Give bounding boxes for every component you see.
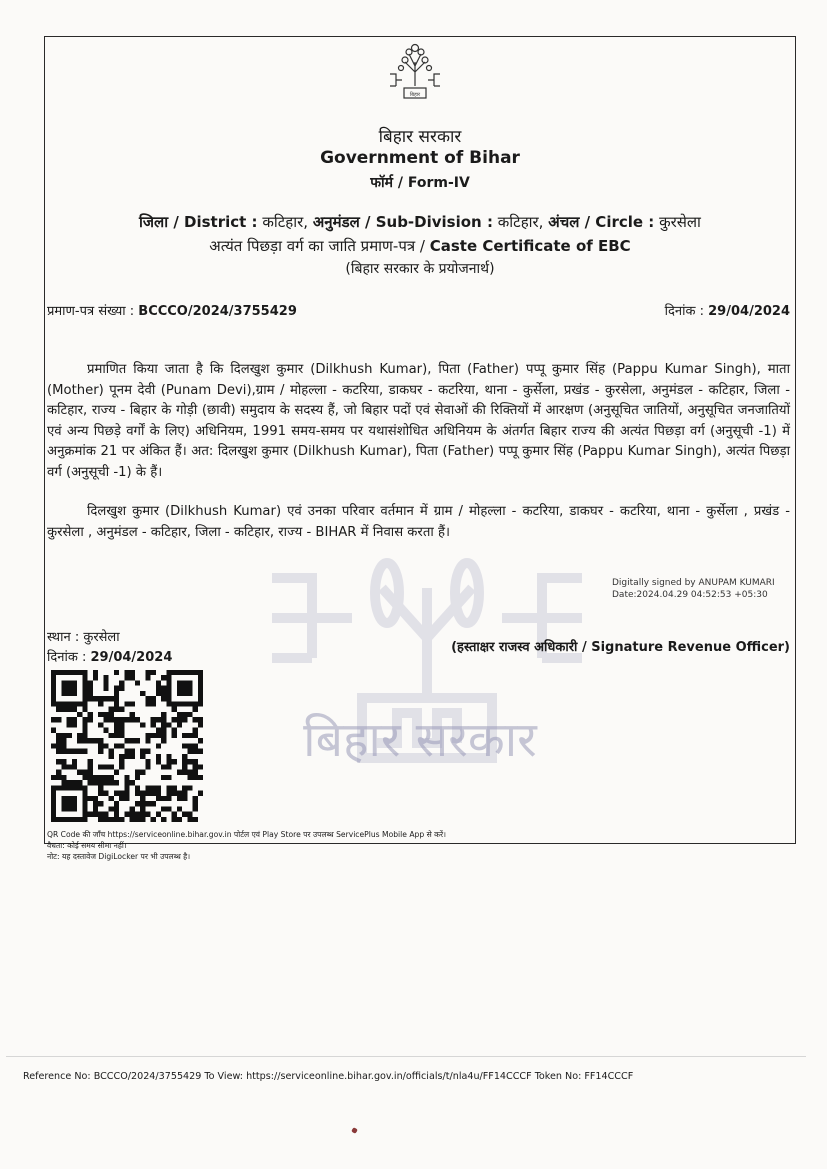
district-label: जिला / District : [139, 213, 258, 231]
note-validity: वैधता: कोई समय सीमा नहीं। [47, 841, 127, 850]
signature-label: (हस्ताक्षर राजस्व अधिकारी / Signature Revenue Officer) [451, 640, 790, 655]
certificate-date-value: 29/04/2024 [708, 304, 790, 319]
svg-text:बिहार: बिहार [409, 92, 421, 98]
certificate-subtitle: (बिहार सरकार के प्रयोजनार्थ) [345, 261, 495, 277]
place-value: कुरसेला [83, 630, 120, 645]
certificate-title [44, 236, 796, 256]
footer-date-value: 29/04/2024 [90, 650, 173, 665]
notes [47, 829, 446, 862]
footer-date [47, 647, 172, 665]
note-qr-verify: QR Code की जाँच https://serviceonline.bihar.gov.in पोर्टल एवं Play Store पर उपलब्ध ServicePlus Mobile App से करें। [47, 830, 446, 839]
certificate-number [47, 301, 297, 319]
footer-divider [6, 1056, 806, 1057]
digital-signature-signer: Digitally signed by ANUPAM KUMARI [612, 578, 775, 588]
paper-speck [351, 1127, 358, 1134]
form-number: फॉर्म / Form-IV [370, 175, 470, 191]
circle-label: अंचल / Circle : [548, 213, 655, 231]
bihar-emblem-icon [387, 40, 443, 102]
subdivision-value: कटिहार, [497, 213, 544, 231]
certificate-number-label: प्रमाण-पत्र संख्या : [47, 304, 135, 319]
govt-title-english: Government of Bihar [320, 148, 520, 168]
district-value: कटिहार, [262, 213, 309, 231]
location-line [44, 212, 796, 232]
circle-value: कुरसेला [659, 213, 701, 231]
govt-title-hindi: बिहार सरकार [378, 127, 462, 147]
certificate-date-label: दिनांक : [664, 304, 704, 319]
digital-signature [612, 577, 775, 601]
digital-signature-date: Date:2024.04.29 04:52:53 +05:30 [612, 590, 768, 600]
reference-line: Reference No: BCCCO/2024/3755429 To View: https://serviceonline.bihar.gov.in/officials/t/nla4u/FF14CCCF Token No: FF14CCCF [23, 1071, 634, 1082]
watermark-text: बिहार सरकार [303, 712, 537, 768]
footer-date-label: दिनांक : [47, 650, 87, 665]
place-label: स्थान : [47, 630, 80, 645]
certificate-title-english: Caste Certificate of EBC [429, 237, 631, 255]
note-digilocker: नोट: यह दस्तावेज DigiLocker पर भी उपलब्ध है। [47, 852, 191, 861]
residence-paragraph: दिलखुश कुमार (Dilkhush Kumar) एवं उनका परिवार वर्तमान में ग्राम / मोहल्ला - कटरिया, डाकघर - कटरिया, थाना - कुर्सेला , प्रखंड - कुरसेला , अनुमंडल - कटिहार, जिला - कटिहार, राज्य - BIHAR में निवास करता हैं। [47, 504, 790, 540]
certificate-date [665, 301, 790, 319]
certificate-title-hindi: अत्यंत पिछड़ा वर्ग का जाति प्रमाण-पत्र / [209, 237, 425, 255]
subdivision-label: अनुमंडल / Sub-Division : [312, 213, 493, 231]
certificate-number-value: BCCCO/2024/3755429 [138, 304, 297, 319]
qr-code-icon[interactable] [51, 670, 203, 822]
place [47, 627, 120, 645]
certification-paragraph: प्रमाणित किया जाता है कि दिलखुश कुमार (Dilkhush Kumar), पिता (Father) पप्पू कुमार सिंह (Pappu Kumar Singh), माता (Mother) पूनम देवी (Punam Devi),ग्राम / मोहल्ला - कटरिया, डाकघर - कटरिया, थाना - कुर्सेला, प्रखंड - कुरसेला, अनुमंडल - कटिहार, जिला - कटिहार, राज्य - बिहार के गोड़ी (छावी) समुदाय के सदस्य हैं, जो बिहार पदों एवं सेवाओं की रिक्तियों में आरक्षण (अनुसूचित जातियों, अनुसूचित जनजातियों एवं अन्य पिछड़े वर्गों के लिए) अधिनियम, 1991 समय-समय पर यथासंशोधित अधिनियम के अंतर्गत बिहार राज्य की अत्यंत पिछड़ा वर्ग (अनुसूची -1) में अनुक्रमांक 21 पर अंकित हैं। अत: दिलखुश कुमार (Dilkhush Kumar), पिता (Father) पप्पू कुमार सिंह (Pappu Kumar Singh), अत्यंत पिछड़ा वर्ग (अनुसूची -1) के हैं। [47, 362, 790, 480]
